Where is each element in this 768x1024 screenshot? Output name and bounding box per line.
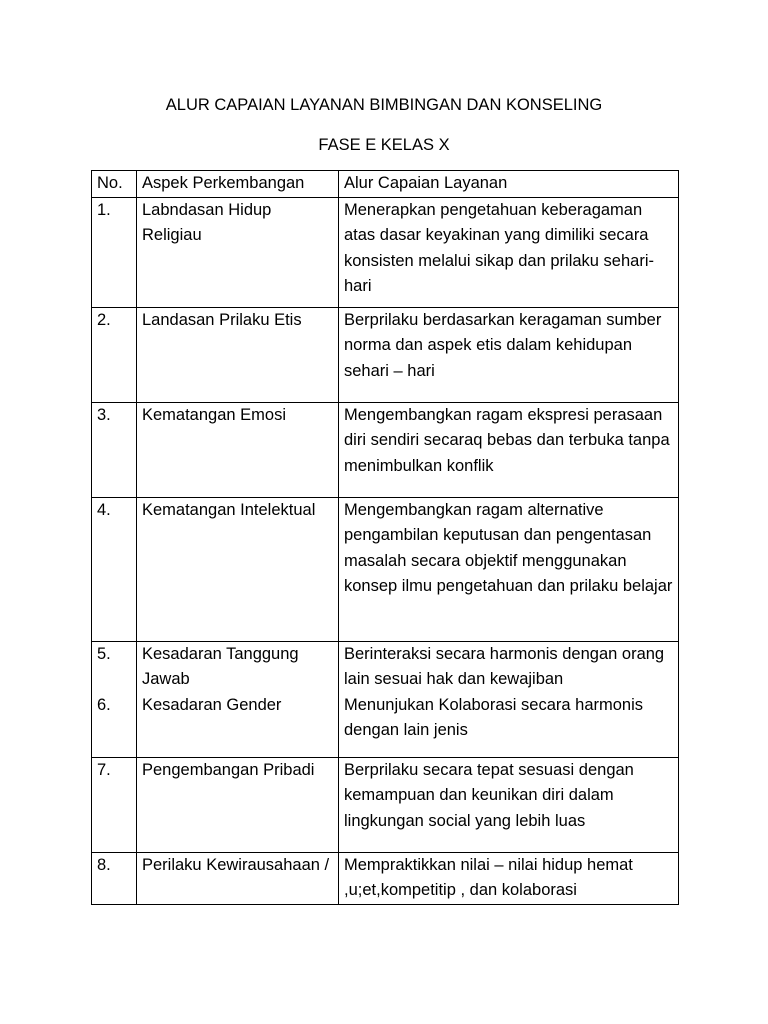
table-row (92, 641, 679, 757)
header-alur: Alur Capaian Layanan (339, 171, 679, 198)
row-no-5: 5. (97, 644, 111, 663)
header-aspek: Aspek Perkembangan (137, 171, 339, 198)
row-alur: Menerapkan pengetahuan keberagaman atas dasar keyakinan yang dimiliki secara konsisten melalui sikap dan prilaku sehari- hari (339, 197, 679, 307)
row-no: 2. (92, 307, 137, 402)
row-aspek (137, 641, 339, 757)
table-header-row (92, 171, 679, 198)
row-no (92, 641, 137, 757)
row-no: 8. (92, 852, 137, 904)
row-alur: Mengembangkan ragam alternative pengambilan keputusan dan pengentasan masalah secara objektif menggunakan konsep ilmu pengetahuan dan prilaku belajar (339, 497, 679, 641)
table-row (92, 307, 679, 402)
row-alur (339, 641, 679, 757)
row-aspek: Kematangan Emosi (137, 402, 339, 497)
document-subtitle: FASE E KELAS X (318, 136, 450, 154)
row-alur-6: Menunjukan Kolaborasi secara harmonis dengan lain jenis (344, 695, 643, 739)
header-no: No. (92, 171, 137, 198)
row-alur: Mengembangkan ragam ekspresi perasaan diri sendiri secaraq bebas dan terbuka tanpa menimbulkan konflik (339, 402, 679, 497)
table-row (92, 497, 679, 641)
table-row (92, 852, 679, 904)
row-no: 4. (92, 497, 137, 641)
table-row (92, 402, 679, 497)
row-aspek: Pengembangan Pribadi (137, 757, 339, 852)
row-no: 3. (92, 402, 137, 497)
capaian-table (91, 170, 679, 905)
row-aspek: Perilaku Kewirausahaan / (137, 852, 339, 904)
row-alur: Berprilaku secara tepat sesuasi dengan kemampuan dan keunikan diri dalam lingkungan social yang lebih luas (339, 757, 679, 852)
row-alur: Berprilaku berdasarkan keragaman sumber norma dan aspek etis dalam kehidupan sehari – hari (339, 307, 679, 402)
row-aspek-6: Kesadaran Gender (142, 695, 282, 714)
row-aspek: Labndasan Hidup Religiau (137, 197, 339, 307)
row-no-spacer (97, 667, 132, 693)
table-row (92, 197, 679, 307)
document-title: ALUR CAPAIAN LAYANAN BIMBINGAN DAN KONSELING (165, 96, 603, 114)
row-aspek: Landasan Prilaku Etis (137, 307, 339, 402)
row-no: 7. (92, 757, 137, 852)
table-row (92, 757, 679, 852)
row-alur: Mempraktikkan nilai – nilai hidup hemat ,u;et,kompetitip , dan kolaborasi (339, 852, 679, 904)
row-aspek: Kematangan Intelektual (137, 497, 339, 641)
row-alur-5: Berinteraksi secara harmonis dengan orang lain sesuai hak dan kewajiban (344, 644, 665, 688)
row-no: 1. (92, 197, 137, 307)
row-no-6: 6. (97, 695, 111, 714)
row-aspek-5: Kesadaran Tanggung Jawab (142, 644, 299, 688)
